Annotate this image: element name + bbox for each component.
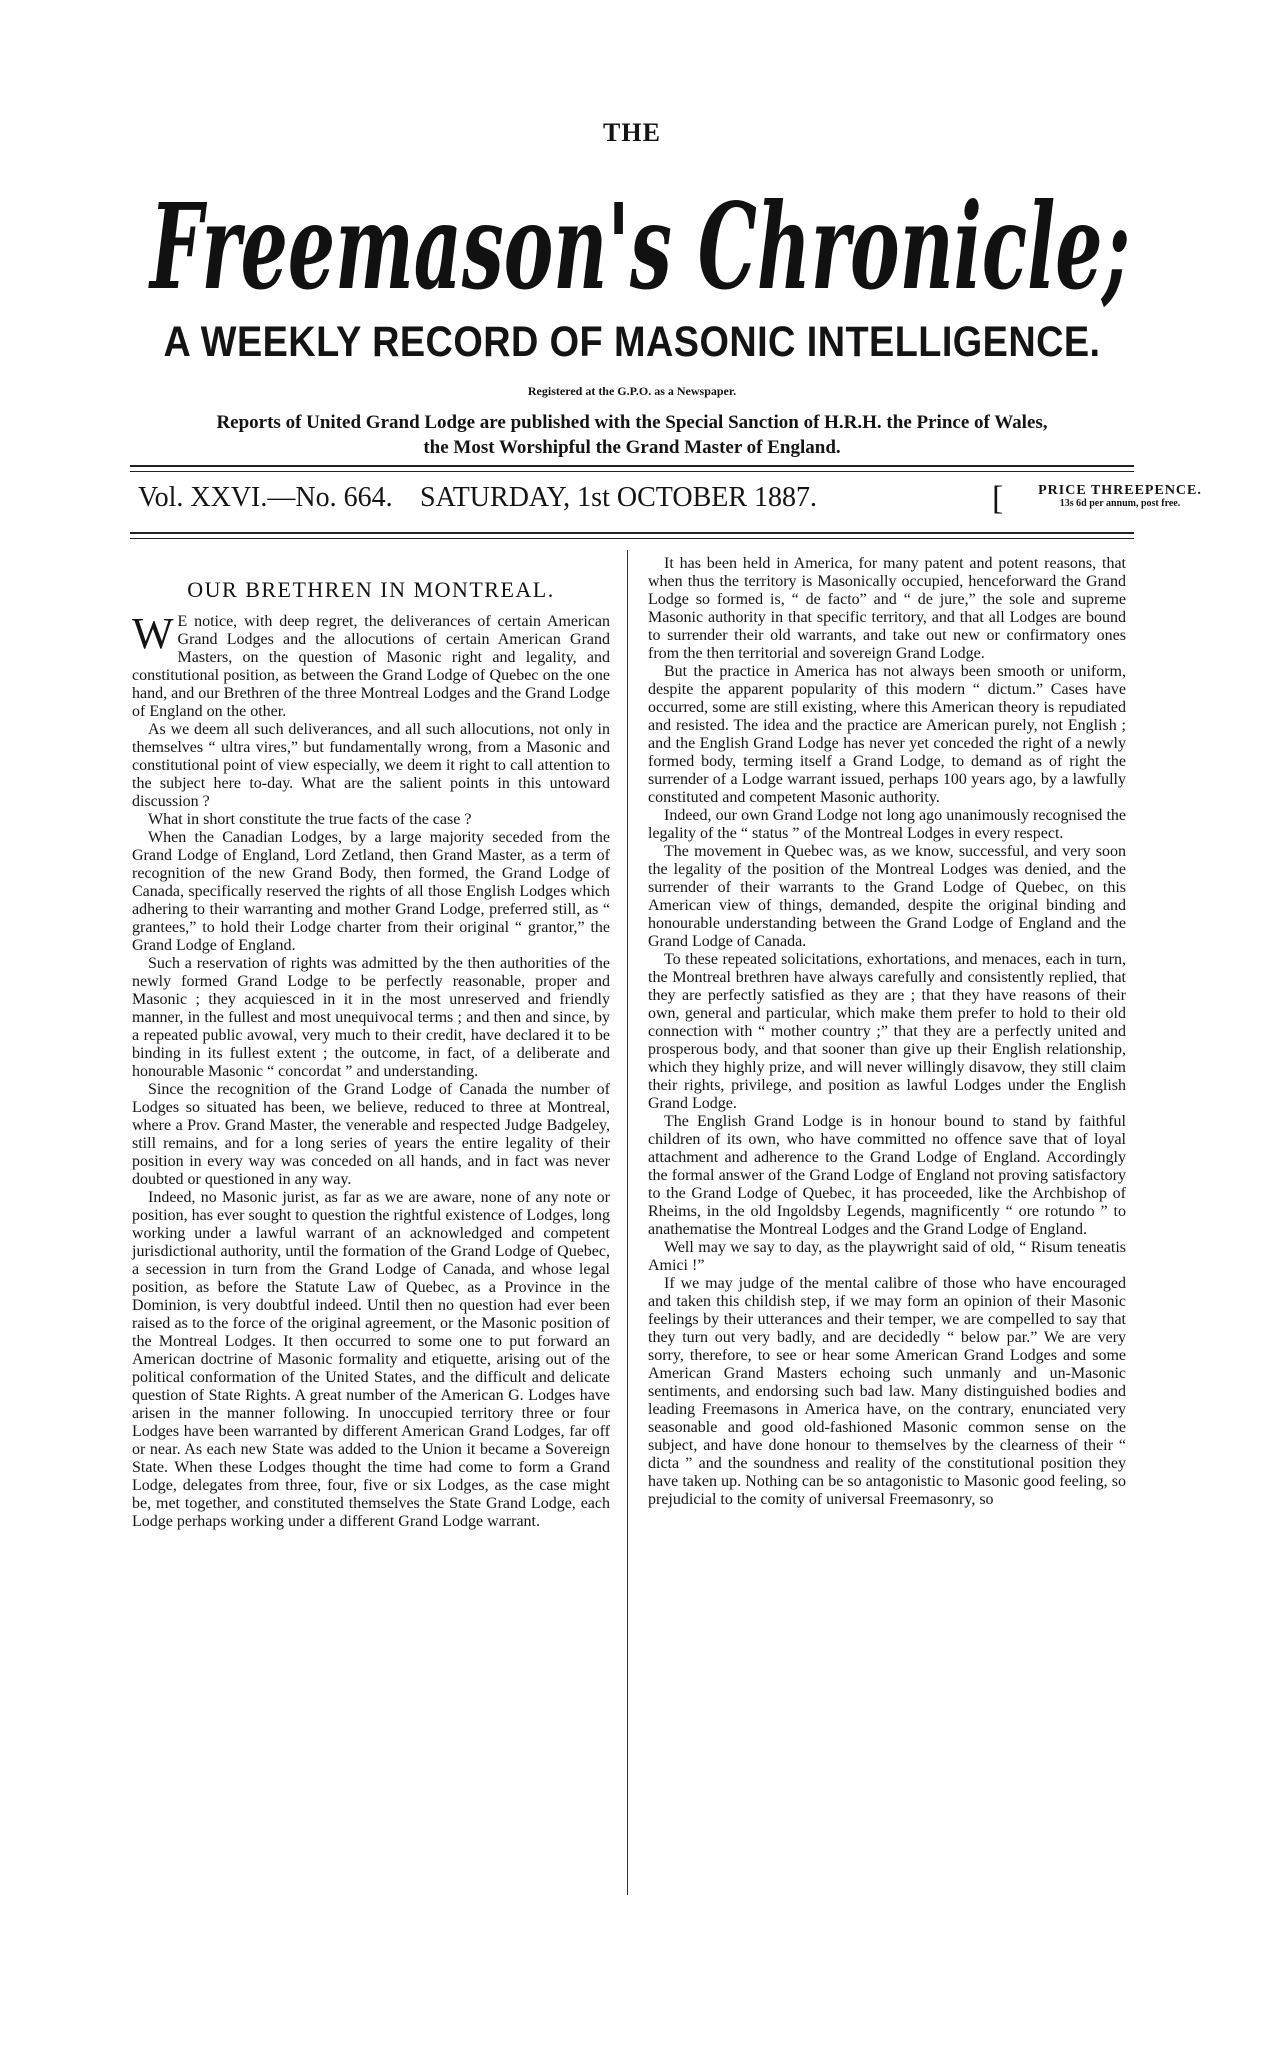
masthead-the: THE	[603, 118, 661, 147]
header-rule-top	[130, 465, 1134, 472]
article-paragraph: Well may we say to day, as the playwright said of old, “ Risum teneatis Amici !”	[648, 1239, 1126, 1274]
issue-date: SATURDAY, 1st OCTOBER 1887.	[420, 482, 818, 513]
masthead-title-text: Freemason's Chronicle;	[148, 177, 1130, 310]
volume-number: Vol. XXVI.—No. 664.	[138, 482, 393, 513]
article-paragraph: Indeed, our own Grand Lodge not long ago unanimously recognised the legality of the “ status ” of the Montreal Lodges in every respect.	[648, 807, 1126, 842]
article-paragraph: To these repeated solicitations, exhortations, and menaces, each in turn, the Montreal brethren have always carefully and consistently replied, that they are perfectly satisfied as they are ; that they have reasons of their own, general and particular, which make them prefer to hold to their old connection with “ mother country ;” that they are a perfectly united and prosperous body, and that sooner than give up their English relationship, which they highly prize, and will never willingly disavow, they still claim their rights, privilege, and position as lawful Lodges under the English Grand Lodge.	[648, 951, 1126, 1112]
subscription-rate: 13s 6d per annum, post free.	[1059, 498, 1181, 509]
article-paragraph-text: E notice, with deep regret, the deliverances of certain American Grand Lodges and the allocutions of certain American Grand Masters, on the question of Masonic right and legality, and constitutional position, as between the Grand Lodge of Quebec on the one hand, and our Brethren of the three Montreal Lodges and the Grand Lodge of England on the other.	[132, 613, 610, 720]
article-paragraph: What in short constitute the true facts of the case ?	[148, 811, 472, 828]
reports-notice-line2: the Most Worshipful the Grand Master of England.	[423, 437, 841, 458]
article-left-column	[132, 555, 610, 1531]
article-paragraph: If we may judge of the mental calibre of those who have encouraged and taken this childish step, if we may form an opinion of their Masonic feelings by their utterances and their temper, we are compelled to say that they turn out very badly, and are decidedly “ below par.” We are very sorry, therefore, to see or hear some American Grand Lodges and some American Grand Masters echoing such unmanly and un-Masonic sentiments, and endorsing such bad law. Many distinguished bodies and leading Freemasons in America have, on the contrary, enunciated very seasonable and good old-fashioned Masonic common sense on the subject, and have done honour to themselves by the clearness of their “ dicta ” and the soundness and reality of the constitutional position they have taken up. Nothing can be so antagonistic to Masonic good feeling, so prejudicial to the comity of universal Freemasonry, so	[648, 1275, 1126, 1508]
article-headline: OUR BRETHREN IN MONTREAL.	[187, 577, 555, 602]
article-paragraph: As we deem all such deliverances, and all such allocutions, not only in themselves “ ultra vires,” but fundamentally wrong, from a Masonic and constitutional point of view especially, we deem it right to call attention to the subject here to-day. What are the salient points in this untoward discussion ?	[132, 721, 610, 810]
drop-cap: W	[132, 609, 174, 658]
column-divider	[627, 550, 628, 1895]
article-paragraph: The English Grand Lodge is in honour bound to stand by faithful children of its own, who have committed no offence save that of loyal attachment and adherence to the Grand Lodge of England. Accordingly the formal answer of the Grand Lodge of England not proving satisfactory to the Grand Lodge of Quebec, it has proceeded, like the Archbishop of Rheims, in the old Ingoldsby Legends, magnificently “ ore rotundo ” to anathematise the Montreal Lodges and the Grand Lodge of England.	[648, 1113, 1126, 1238]
registration-note: Registered at the G.P.O. as a Newspaper.	[527, 384, 737, 398]
article-paragraph: It has been held in America, for many patent and potent reasons, that when thus the territory is Masonically occupied, henceforward the Grand Lodge so formed is, “ de facto” and “ de jure,” the sole and supreme Masonic authority in that specific territory, and that all Lodges are bound to surrender their old warrants, and take out new or confirmatory ones from the then territorial and sovereign Grand Lodge.	[648, 555, 1126, 662]
price: PRICE THREEPENCE.	[1038, 483, 1202, 498]
reports-notice	[130, 410, 1134, 460]
article-paragraph: But the practice in America has not always been smooth or uniform, despite the apparent popularity of this modern “ dictum.” Cases have occurred, some are still existing, where this American theory is repudiated and resisted. The idea and the practice are American purely, not English ; and the English Grand Lodge has never yet conceded the right of a newly formed body, terming itself a Grand Lodge, to demand as of right the surrender of a Lodge warrant issued, perhaps 100 years ago, by a lawfully constituted and competent Masonic authority.	[648, 663, 1126, 806]
article-paragraph	[132, 609, 610, 721]
masthead-title	[140, 170, 1140, 310]
article-paragraph: Such a reservation of rights was admitted by the then authorities of the newly formed Grand Lodge to be perfectly reasonable, proper and Masonic ; they acquiesced in it in the most unreserved and friendly manner, in the fullest and most unequivocal terms ; and then and since, by a repeated public avowal, very much to their credit, have declared it to be binding in its fullest extent ; the outcome, in fact, of a deliberate and honourable Masonic “ concordat ” and understanding.	[132, 955, 610, 1080]
masthead-subtitle: A WEEKLY RECORD OF MASONIC INTELLIGENCE.	[163, 318, 1101, 366]
issue-info-row	[130, 480, 1202, 522]
price-box	[1000, 484, 1240, 510]
article-right-column	[648, 555, 1126, 1509]
article-paragraph: Since the recognition of the Grand Lodge of Canada the number of Lodges so situated has been, we believe, reduced to three at Montreal, where a Prov. Grand Master, the venerable and respected Judge Badgeley, still remains, and for a long series of years the entire legality of their position in every way was conceded on all hands, and in fact was never doubted or questioned in any way.	[132, 1081, 610, 1188]
article-paragraph: When the Canadian Lodges, by a large majority seceded from the Grand Lodge of England, Lord Zetland, then Grand Master, as a term of recognition of the new Grand Body, then formed, the Grand Lodge of Canada, specifically reserved the rights of all those English Lodges which adhering to their warranting and mother Grand Lodge, preferred still, as “ grantees,” to hold their Lodge charter from their original “ grantor,” the Grand Lodge of England.	[132, 829, 610, 954]
reports-notice-line1: Reports of United Grand Lodge are published with the Special Sanction of H.R.H. the Prince of Wales,	[216, 412, 1048, 433]
article-paragraph: Indeed, no Masonic jurist, as far as we are aware, none of any note or position, has ever sought to question the rightful existence of Lodges, long working under a lawful warrant of an acknowledged and competent jurisdictional authority, until the formation of the Grand Lodge of Quebec, a secession in turn from the Grand Lodge of Canada, and whose legal position, as before the Statute Law of Quebec, as a Province in the Dominion, is very doubtful indeed. Until then no question had ever been raised as to the force of the original agreement, or the Masonic position of the Montreal Lodges. It then occurred to some one to put forward an American doctrine of Masonic formality and etiquette, arising out of the political conformation of the United States, and the difficult and delicate question of State Rights. A great number of the American G. Lodges have arisen in the manner following. In unoccupied territory three or four Lodges have been warranted by different American Grand Lodges, far off or near. As each new State was added to the Union it became a Sovereign State. When these Lodges thought the time had come to form a Grand Lodge, delegates from three, four, five or six Lodges, as the case might be, met together, and constituted themselves the State Grand Lodge, each Lodge perhaps working under a different Grand Lodge warrant.	[132, 1189, 610, 1530]
price-bracket-icon: [	[992, 480, 1004, 517]
header-rule-bottom	[130, 532, 1134, 539]
article-paragraph: The movement in Quebec was, as we know, successful, and very soon the legality of the position of the Montreal Lodges was denied, and the surrender of their warrants to the Grand Lodge of Quebec, on this American view of things, demanded, despite the original binding and honourable understanding between the Grand Lodge of England and the Grand Lodge of Canada.	[648, 843, 1126, 950]
